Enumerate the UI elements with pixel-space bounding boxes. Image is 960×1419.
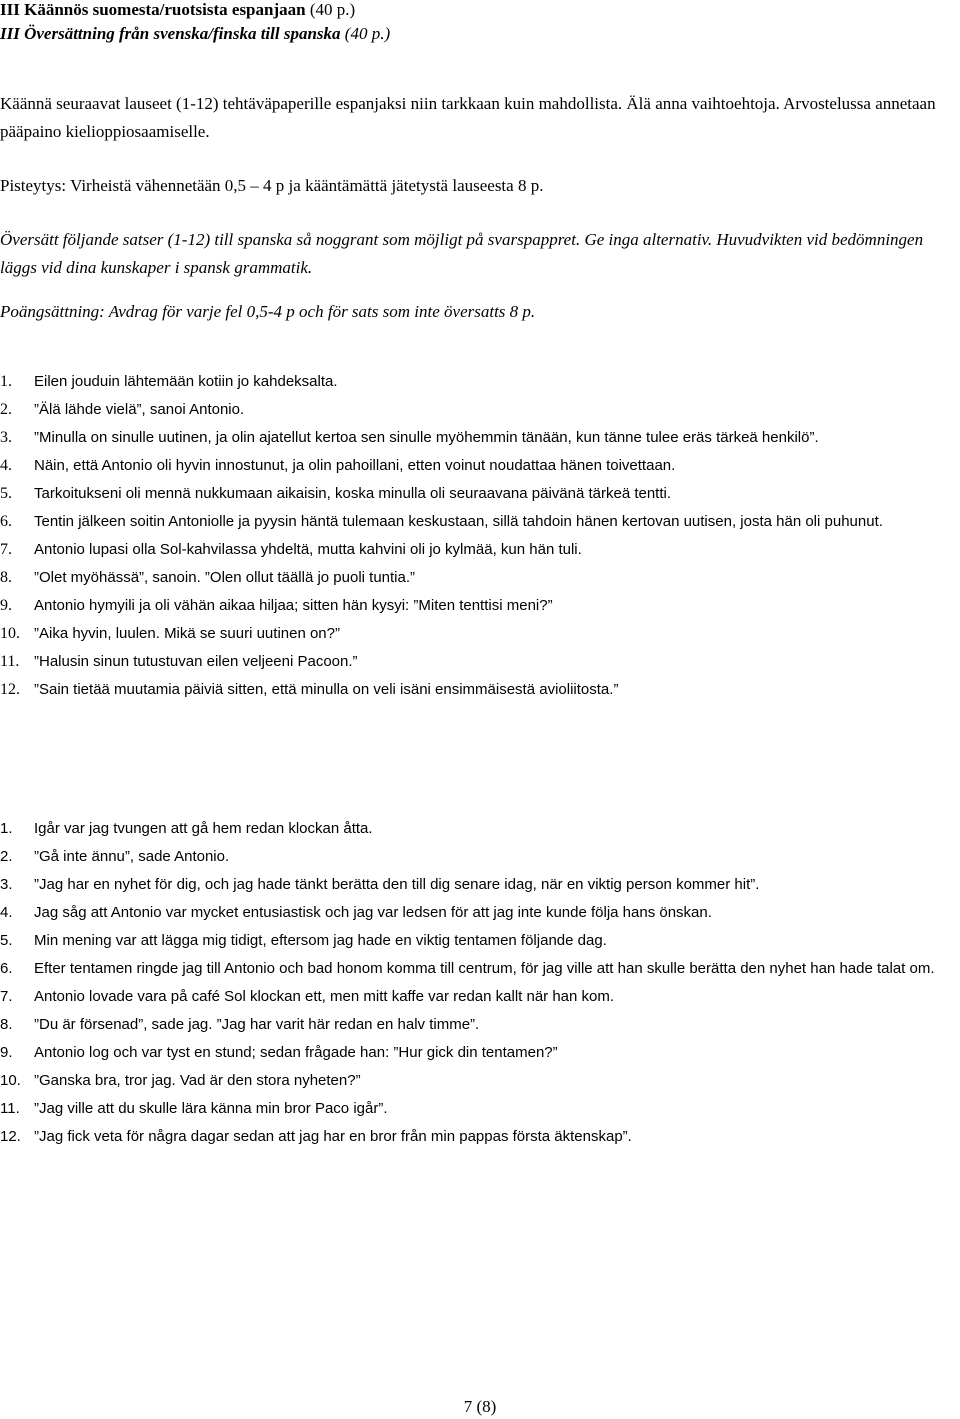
sv-sentence-text: ”Du är försenad”, sade jag. ”Jag har varit här redan en halv timme”. [34,1016,480,1033]
fi-sentence [0,648,960,676]
sv-sentence-text: ”Jag har en nyhet för dig, och jag hade tänkt berätta den till dig senare idag, när en viktig person kommer hit”. [34,876,760,893]
sv-sentence-text: Antonio lovade vara på café Sol klockan ett, men mitt kaffe var redan kallt när han kom. [34,988,615,1005]
sv-sentence-text: ”Ganska bra, tror jag. Vad är den stora nyheten?” [34,1072,361,1089]
fi-sentence-text: Näin, että Antonio oli hyvin innostunut, ja olin pahoillani, etten voinut noudattaa hänen toivettaan. [34,457,676,474]
fi-sentence [0,536,960,564]
instruction-sv-scoring: Poängsättning: Avdrag för varje fel 0,5-4 p och för sats som inte översatts 8 p. [0,302,536,321]
sv-sentence-number: 12. [0,1128,21,1145]
sv-sentence-number: 11. [0,1100,20,1117]
sv-sentence-text: ”Jag ville att du skulle lära känna min bror Paco igår”. [34,1100,388,1117]
sv-sentence [0,1095,960,1123]
fi-sentence [0,480,960,508]
fi-sentence [0,564,960,592]
fi-sentence-text: ”Minulla on sinulle uutinen, ja olin ajatellut kertoa sen sinulle myöhemmin tänään, kun tänne tulee eräs tärkeä henkilö”. [34,429,819,446]
fi-sentence-number: 9. [0,597,12,614]
fi-sentence [0,592,960,620]
sv-sentence [0,1067,960,1095]
sv-sentence [0,843,960,871]
instruction-fi-scoring: Pisteytys: Virheistä vähennetään 0,5 – 4 p ja kääntämättä jätetystä lauseesta 8 p. [0,176,544,195]
sv-sentence [0,983,960,1011]
fi-sentence-text: Eilen jouduin lähtemään kotiin jo kahdeksalta. [34,373,338,390]
sv-sentence-number: 10. [0,1072,21,1089]
section-heading-fi-points: (40 p.) [309,0,356,19]
sv-sentence-text: Min mening var att lägga mig tidigt, eftersom jag hade en viktig tentamen följande dag. [34,932,607,949]
sv-sentence [0,927,960,955]
section-heading-sv [0,24,390,44]
fi-sentence-text: Antonio hymyili ja oli vähän aikaa hiljaa; sitten hän kysyi: ”Miten tenttisi meni?” [34,597,553,614]
fi-sentence-text: Antonio lupasi olla Sol-kahvilassa yhdeltä, mutta kahvini oli jo kylmää, kun hän tuli. [34,541,582,558]
fi-sentence-text: Tentin jälkeen soitin Antoniolle ja pyysin häntä tulemaan keskustaan, sillä tahdoin hänen kertovan uutisen, josta hän oli puhunut. [34,513,883,530]
fi-sentence-text: ”Älä lähde vielä”, sanoi Antonio. [34,401,245,418]
sentence-list-fi [0,368,960,704]
fi-sentence-number: 1. [0,373,12,390]
sv-sentence [0,1011,960,1039]
fi-sentence-text: Tarkoitukseni oli mennä nukkumaan aikaisin, koska minulla oli seuraavana päivänä tärkeä tentti. [34,485,672,502]
fi-sentence-number: 8. [0,569,12,586]
section-heading-sv-text: III Översättning från svenska/finska till spanska [0,24,341,43]
fi-sentence-number: 10. [0,625,20,642]
fi-sentence [0,452,960,480]
fi-sentence-number: 4. [0,457,12,474]
section-heading-fi-text: III Käännös suomesta/ruotsista espanjaan [0,0,306,19]
fi-sentence-text: ”Aika hyvin, luulen. Mikä se suuri uutinen on?” [34,625,340,642]
fi-sentence [0,508,960,536]
fi-sentence-text: ”Olet myöhässä”, sanoin. ”Olen ollut täällä jo puoli tuntia.” [34,569,416,586]
fi-sentence [0,676,960,704]
fi-sentence-number: 12. [0,681,20,698]
page-number: 7 (8) [463,1397,497,1416]
sv-sentence-number: 7. [0,988,13,1005]
fi-sentence-number: 6. [0,513,12,530]
sv-sentence [0,955,960,983]
fi-sentence-number: 5. [0,485,12,502]
sv-sentence-text: ”Jag fick veta för några dagar sedan att jag har en bror från min pappas första äktenskap”. [34,1128,632,1145]
sv-sentence-text: Antonio log och var tyst en stund; sedan frågade han: ”Hur gick din tentamen?” [34,1044,558,1061]
fi-sentence-text: ”Sain tietää muutamia päiviä sitten, että minulla on veli isäni ensimmäisestä avioliitosta.” [34,681,619,698]
fi-sentence-number: 7. [0,541,12,558]
fi-sentence [0,368,960,396]
sv-sentence-number: 3. [0,876,13,893]
sv-sentence-number: 6. [0,960,13,977]
sv-sentence-text: Jag såg att Antonio var mycket entusiastisk och jag var ledsen för att jag inte kunde följa hans önskan. [34,904,712,921]
instruction-sv-translate: Översätt följande satser (1-12) till spanska så noggrant som möjligt på svarspappret. Ge inga alternativ. Huvudvikten vid bedömningen läggs vid dina kunskaper i spansk grammatik. [0,230,924,277]
fi-sentence-number: 11. [0,653,20,670]
sv-sentence-number: 2. [0,848,13,865]
sv-sentence-number: 1. [0,820,13,837]
fi-sentence [0,396,960,424]
fi-sentence-text: ”Halusin sinun tutustuvan eilen veljeeni Pacoon.” [34,653,358,670]
fi-sentence [0,620,960,648]
section-heading-sv-points: (40 p.) [344,24,391,43]
fi-sentence-number: 2. [0,401,12,418]
sv-sentence [0,871,960,899]
fi-sentence-number: 3. [0,429,12,446]
section-heading-fi [0,0,355,20]
sv-sentence-number: 8. [0,1016,13,1033]
sv-sentence-number: 9. [0,1044,13,1061]
sentence-list-sv [0,815,960,1151]
sv-sentence [0,1039,960,1067]
sv-sentence-text: Igår var jag tvungen att gå hem redan klockan åtta. [34,820,373,837]
fi-sentence [0,424,960,452]
sv-sentence-number: 5. [0,932,13,949]
sv-sentence-text: Efter tentamen ringde jag till Antonio och bad honom komma till centrum, för jag ville att han skulle berätta den nyhet han hade talat om. [34,960,935,977]
sv-sentence-text: ”Gå inte ännu”, sade Antonio. [34,848,230,865]
instruction-fi-translate: Käännä seuraavat lauseet (1-12) tehtäväpaperille espanjaksi niin tarkkaan kuin mahdollista. Älä anna vaihtoehtoja. Arvostelussa annetaan pääpaino kielioppiosaamiselle. [0,94,936,141]
sv-sentence-number: 4. [0,904,13,921]
sv-sentence [0,899,960,927]
sv-sentence [0,815,960,843]
sv-sentence [0,1123,960,1151]
